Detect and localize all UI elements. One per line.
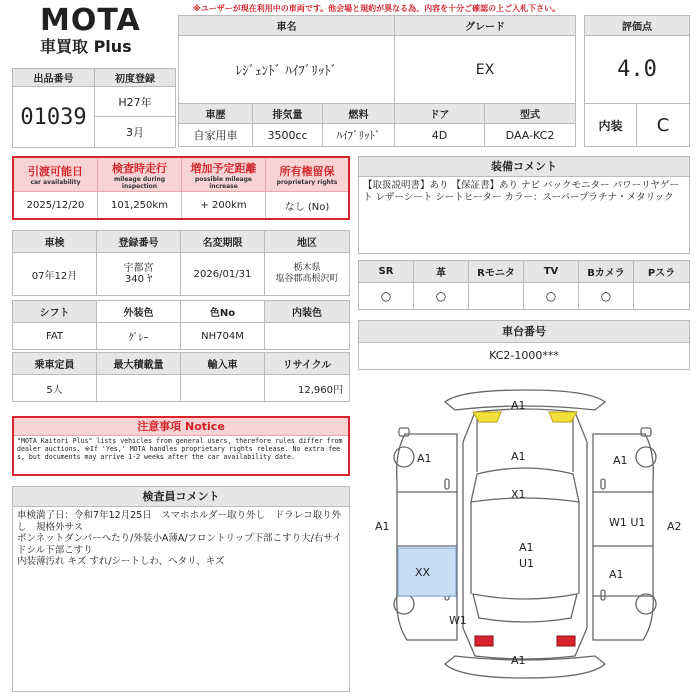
logo-text: MOTA bbox=[40, 3, 141, 38]
mark-roof-front: X1 bbox=[511, 488, 526, 501]
logo-subtitle: 車買取 Plus bbox=[40, 37, 132, 56]
option-power-slide-label: Pスラ bbox=[634, 261, 689, 283]
score-label: 評価点 bbox=[585, 16, 689, 36]
mark-left-rear-door: XX bbox=[415, 566, 431, 579]
option-tv-value: ○ bbox=[524, 283, 579, 309]
option-leather-value: ○ bbox=[414, 283, 469, 309]
inspector-box bbox=[12, 486, 350, 692]
mileage-increase-value: + 200km bbox=[182, 192, 266, 218]
mark-hood: A1 bbox=[511, 450, 526, 463]
listing-box bbox=[12, 68, 176, 148]
max-load-value bbox=[97, 375, 181, 401]
fuel: ﾊｲﾌﾞﾘｯﾄﾞ bbox=[323, 124, 395, 146]
mark-right-front-fender: A1 bbox=[613, 454, 628, 467]
mark-right-rear-door: A1 bbox=[609, 568, 624, 581]
imported-label: 輸入車 bbox=[181, 353, 265, 375]
capacity-value: 5人 bbox=[13, 375, 97, 401]
inspection-value: 07年12月 bbox=[13, 253, 97, 295]
displacement: 3500cc bbox=[253, 124, 323, 146]
first-reg-label: 初度登録 bbox=[95, 69, 175, 87]
option-sunroof-value: ○ bbox=[359, 283, 414, 309]
options-box bbox=[358, 260, 690, 310]
first-reg-month: 3月 bbox=[126, 126, 144, 139]
damage-diagram bbox=[365, 382, 690, 694]
option-tv-label: TV bbox=[524, 261, 579, 283]
availability-box bbox=[12, 156, 350, 220]
color-no-value: NH704M bbox=[181, 323, 265, 349]
car-name-label: 車名 bbox=[179, 16, 395, 36]
availability-label: 引渡可能日 car availability bbox=[14, 158, 98, 192]
mark-right-side: A2 bbox=[667, 520, 682, 533]
doors: 4D bbox=[395, 124, 485, 146]
interior-color-label: 内装色 bbox=[265, 301, 349, 323]
listing-number-label: 出品番号 bbox=[13, 69, 95, 87]
proprietary-rights-value: なし (No) bbox=[284, 201, 330, 213]
doors-label: ドア bbox=[395, 104, 485, 124]
interior-color-value bbox=[265, 323, 349, 349]
equipment-box bbox=[358, 156, 690, 254]
chassis-title: 車台番号 bbox=[359, 321, 689, 343]
option-leather-label: 革 bbox=[414, 261, 469, 283]
option-sunroof-label: SR bbox=[359, 261, 414, 283]
caution-title: 注意事項 Notice bbox=[14, 418, 348, 436]
proprietary-rights-label: 所有権留保 proprietary rights bbox=[266, 158, 348, 192]
max-load-label: 最大積載量 bbox=[97, 353, 181, 375]
displacement-label: 排気量 bbox=[253, 104, 323, 124]
mark-left-front-door: A1 bbox=[375, 520, 390, 533]
name-change-value: 2026/01/31 bbox=[181, 253, 265, 295]
exterior-color-value: ｸﾞﾚｰ bbox=[97, 323, 181, 349]
reg-number-value: 宇都宮 340 ﾔ bbox=[97, 253, 181, 295]
mark-front-bumper: A1 bbox=[511, 399, 526, 412]
model: DAA-KC2 bbox=[505, 128, 555, 142]
model-label: 型式 bbox=[485, 104, 575, 124]
registration-box bbox=[12, 230, 350, 296]
mark-left-front-fender: A1 bbox=[417, 452, 432, 465]
mark-roof-center: A1 U1 bbox=[519, 541, 535, 570]
mileage-increase-label: 増加予定距離 possible mileage increase bbox=[182, 158, 266, 192]
name-change-label: 名変期限 bbox=[181, 231, 265, 253]
chassis-number: KC2-1000*** bbox=[489, 349, 559, 362]
fuel-label: 燃料 bbox=[323, 104, 395, 124]
interior-score: C bbox=[656, 114, 670, 136]
chassis-box bbox=[358, 320, 690, 370]
mileage-value: 101,250km bbox=[98, 192, 182, 218]
grade: EX bbox=[395, 36, 575, 104]
capacity-box bbox=[12, 352, 350, 402]
recycle-value: 12,960円 bbox=[298, 384, 343, 396]
grade-label: グレード bbox=[395, 16, 575, 36]
inspection-label: 車検 bbox=[13, 231, 97, 253]
option-back-camera-value: ○ bbox=[579, 283, 634, 309]
first-reg-year: H27年 bbox=[95, 87, 175, 117]
option-power-slide-value bbox=[634, 283, 689, 309]
history-label: 車歴 bbox=[179, 104, 253, 124]
mileage-label: 検査時走行 mileage during inspection bbox=[98, 158, 182, 192]
district-label: 地区 bbox=[265, 231, 349, 253]
color-no-label: 色No bbox=[181, 301, 265, 323]
district-value: 栃木県 塩谷郡高根沢町 bbox=[275, 263, 339, 284]
shift-value: FAT bbox=[13, 323, 97, 349]
inspector-text: 車検満了日：令和7年12月25日 スマホホルダー取り外し ドラレコ取り外し 規格外サス ボンネットダンパーへたり/外装小A薄A/フロントリップ下部こすり大/右サイドシル下部こすり 内装薄汚れ キズ すれ/シートしわ、ヘタリ、キズ bbox=[17, 510, 342, 567]
equipment-text: 【取扱説明書】あり 【保証書】あり ナビ バックモニター パワーリヤゲート レザーシート シートヒーター カラー：スーパープラチナ・メタリック bbox=[363, 180, 679, 203]
history: 自家用車 bbox=[179, 124, 253, 146]
reg-number-label: 登録番号 bbox=[97, 231, 181, 253]
top-notice: ※ユーザーが現在利用中の車両です。他会場と規約が異なる為、内容を十分ご確認の上ご入札下さい。 bbox=[193, 4, 561, 13]
mota-logo bbox=[40, 4, 160, 62]
caution-text: "MOTA Kaitori Plus" lists vehicles from general users, therefore rules differ from dealer auctions. ※If 'Yes,' MOTA handles proprietary rights release. No extra fees, but documents may arrive 1-2 weeks after the car availability date. bbox=[17, 437, 343, 461]
availability-date: 2025/12/20 bbox=[14, 192, 98, 218]
recycle-label: リサイクル bbox=[265, 353, 349, 375]
option-back-camera-label: Bカメラ bbox=[579, 261, 634, 283]
car-outline bbox=[365, 382, 690, 694]
capacity-label: 乗車定員 bbox=[13, 353, 97, 375]
mark-left-rear-low: W1 bbox=[449, 614, 467, 627]
option-rear-monitor-value bbox=[469, 283, 524, 309]
vehicle-box bbox=[178, 15, 576, 147]
exterior-color-label: 外装色 bbox=[97, 301, 181, 323]
listing-number: 01039 bbox=[13, 87, 95, 147]
inspector-title: 検査員コメント bbox=[13, 487, 349, 507]
equipment-title: 装備コメント bbox=[359, 157, 689, 177]
specs-box bbox=[12, 300, 350, 350]
mark-rear-bumper: A1 bbox=[511, 654, 526, 667]
mark-right-front-door: W1 U1 bbox=[609, 516, 646, 529]
score-box bbox=[584, 15, 690, 147]
score-value: 4.0 bbox=[585, 36, 689, 104]
caution-box bbox=[12, 416, 350, 476]
option-rear-monitor-label: Rモニタ bbox=[469, 261, 524, 283]
interior-label: 内装 bbox=[585, 104, 637, 146]
car-name: ﾚｼﾞｪﾝﾄﾞ ﾊｲﾌﾞﾘｯﾄﾞ bbox=[179, 36, 395, 104]
shift-label: シフト bbox=[13, 301, 97, 323]
imported-value bbox=[181, 375, 265, 401]
